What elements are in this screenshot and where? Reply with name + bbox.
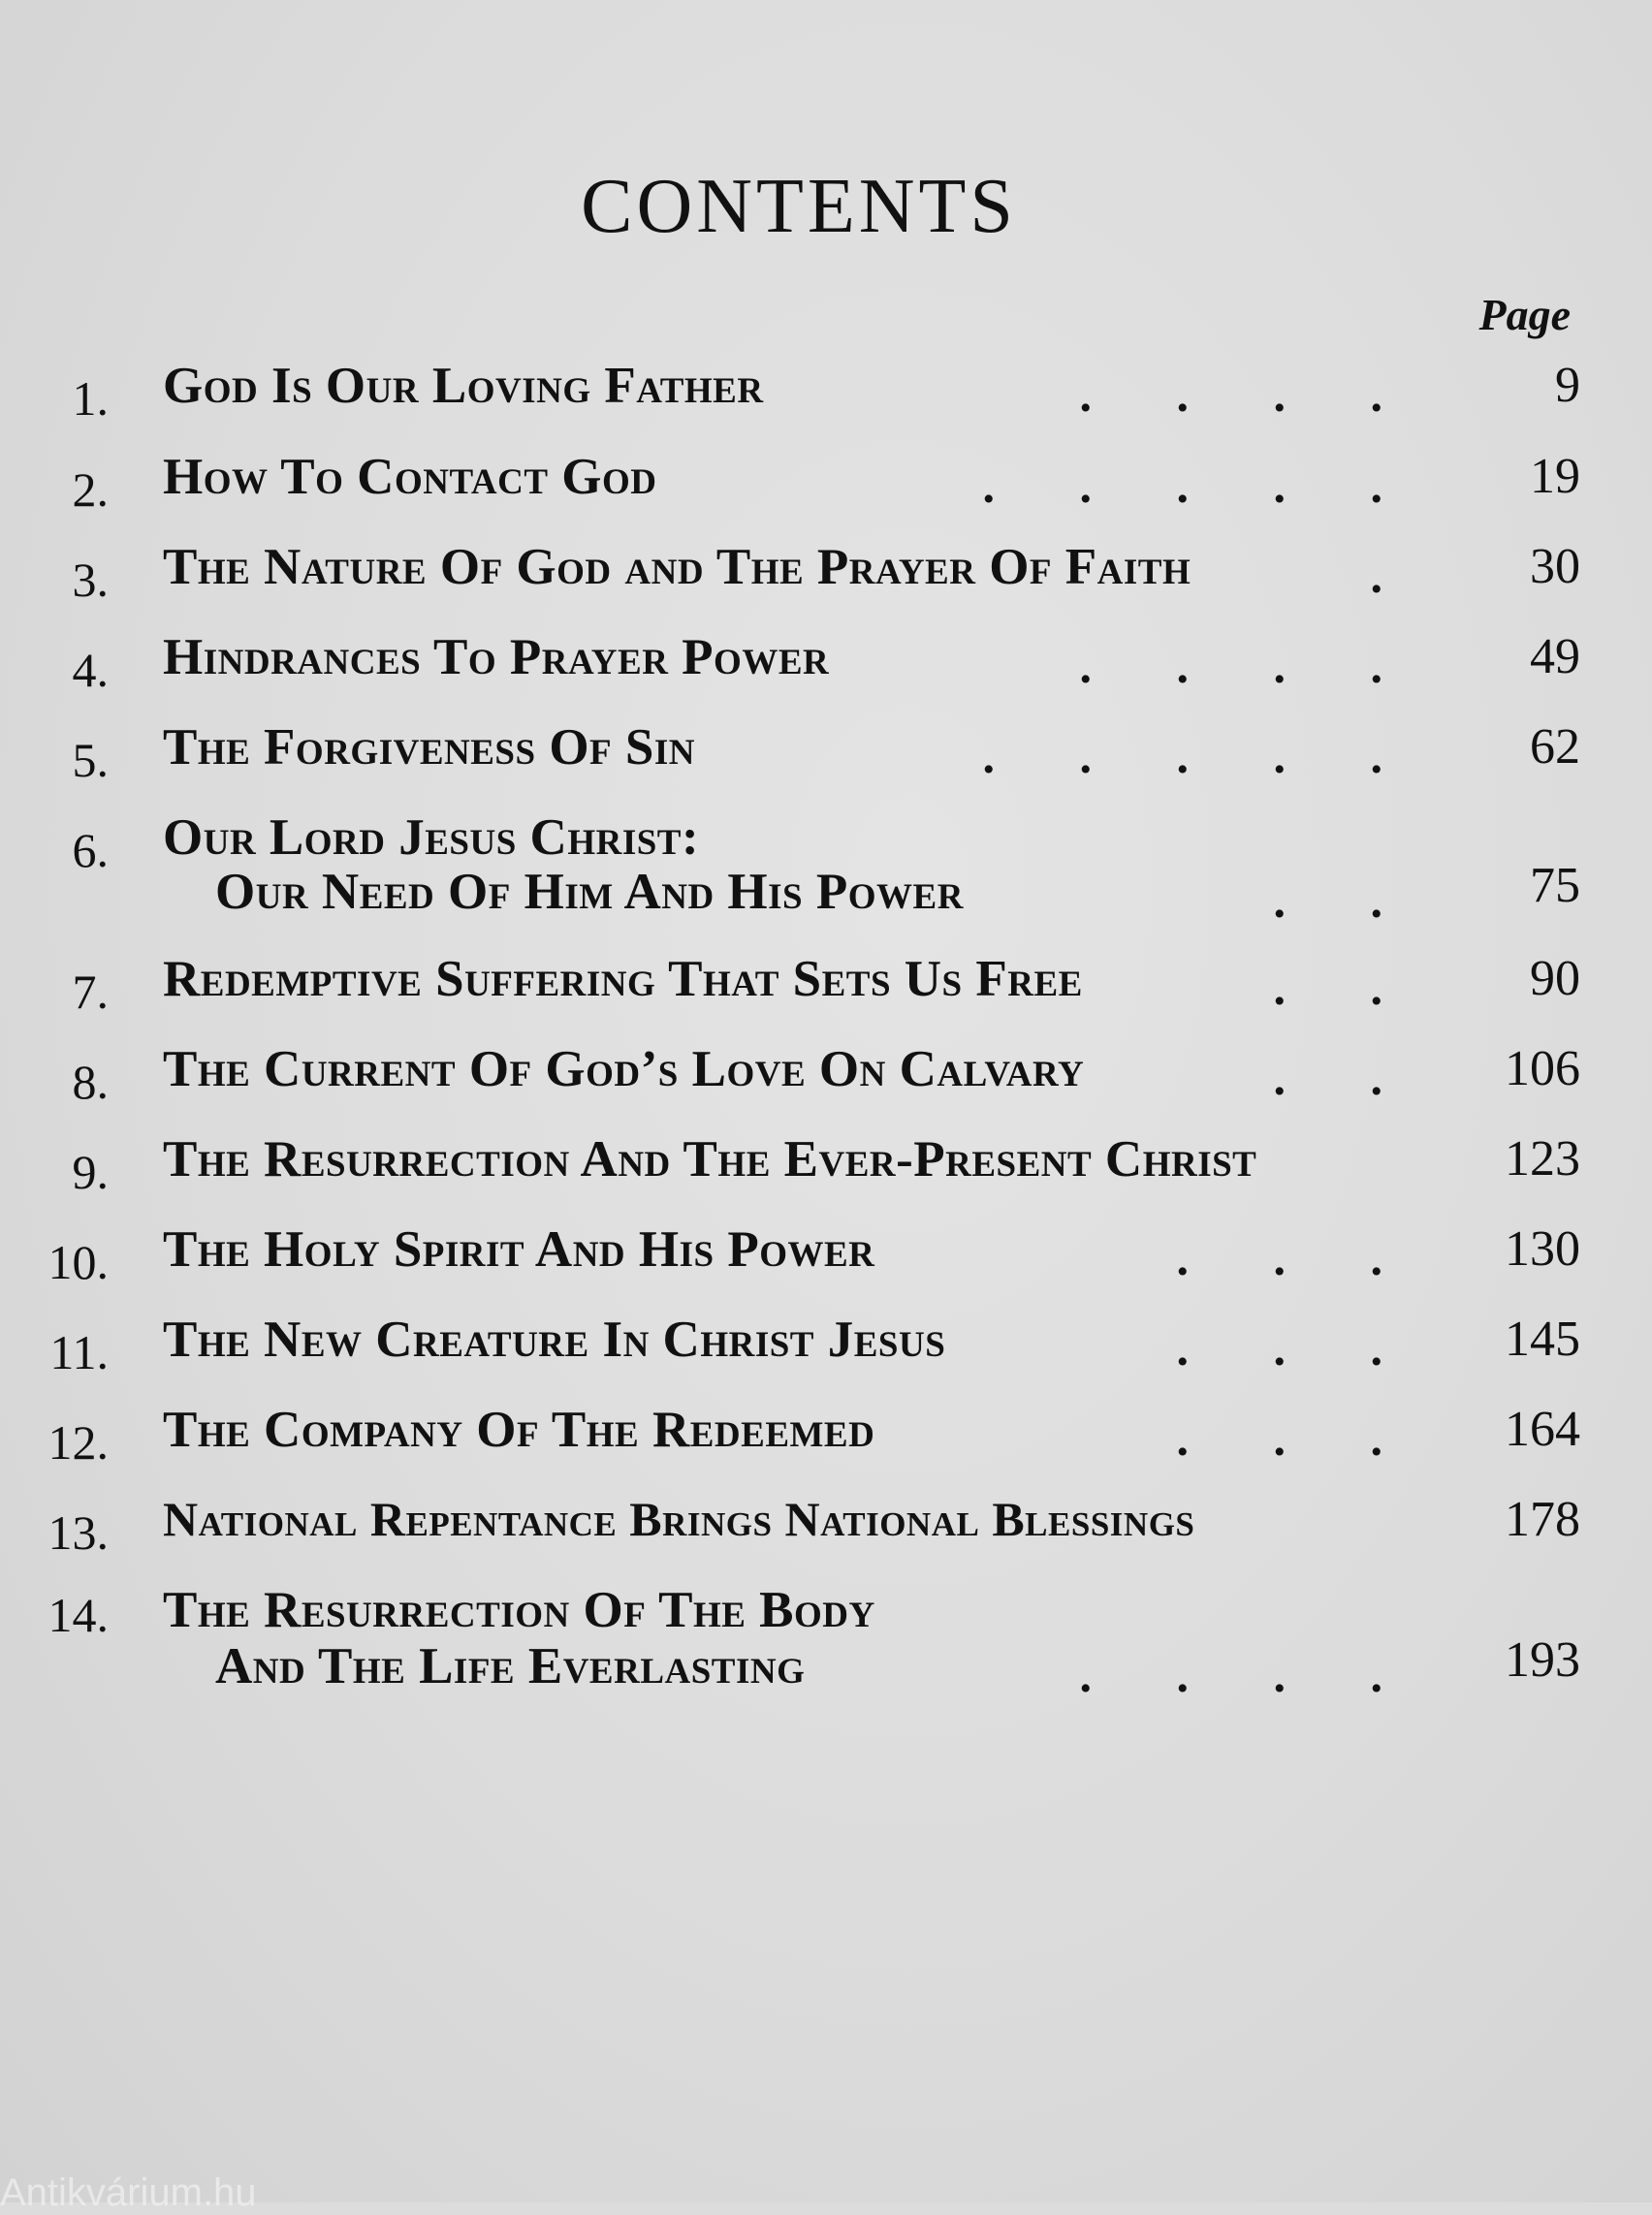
entry-number: 12. xyxy=(48,1415,109,1470)
entry-page-number: 9 xyxy=(1555,358,1580,413)
entry-title-continued: Our Need Of Him And His Power xyxy=(215,864,964,920)
dot-leader: . . xyxy=(1273,873,1382,928)
watermark: Antikvárium.hu xyxy=(0,2171,257,2214)
entry-page-number: 178 xyxy=(1505,1492,1580,1547)
entry-title: The Nature Of God and The Prayer Of Faith xyxy=(163,539,1191,595)
entry-page-number: 19 xyxy=(1530,449,1580,504)
entry-number: 14. xyxy=(48,1588,109,1642)
entry-page-number: 145 xyxy=(1505,1312,1580,1367)
entry-title: God Is Our Loving Father xyxy=(163,358,764,414)
entry-page-number: 106 xyxy=(1505,1041,1580,1096)
entry-number: 13. xyxy=(48,1505,109,1560)
entry-title: The Resurrection Of The Body xyxy=(163,1582,875,1638)
dot-leader: . . . xyxy=(1176,1321,1382,1376)
entry-title: Hindrances To Prayer Power xyxy=(163,629,830,685)
entry-number: 7. xyxy=(72,965,109,1019)
page-title: CONTENTS xyxy=(581,164,1017,249)
dot-leader: . xyxy=(1370,549,1382,603)
page-column-label: Page xyxy=(1478,290,1571,339)
entry-title: Redemptive Suffering That Sets Us Free xyxy=(163,951,1083,1007)
entry-title: The Resurrection And The Ever-Present Christ xyxy=(163,1131,1257,1187)
entry-title: National Repentance Brings National Blessings xyxy=(163,1492,1195,1546)
dot-leader: . . . . xyxy=(1079,367,1382,422)
entry-title: The Holy Spirit And His Power xyxy=(163,1221,875,1278)
entry-page-number: 62 xyxy=(1530,719,1580,775)
entry-title: Our Lord Jesus Christ: xyxy=(163,809,700,866)
dot-leader: . . xyxy=(1273,961,1382,1015)
dot-leader: . . . . xyxy=(1079,1648,1382,1702)
entry-page-number: 193 xyxy=(1505,1632,1580,1688)
entry-number: 6. xyxy=(72,823,109,877)
entry-page-number: 130 xyxy=(1505,1221,1580,1277)
entry-page-number: 164 xyxy=(1505,1402,1580,1457)
dot-leader: . . . xyxy=(1176,1411,1382,1466)
entry-title: How To Contact God xyxy=(163,449,657,505)
entry-number: 8. xyxy=(72,1055,109,1109)
dot-leader: . . . . xyxy=(1079,639,1382,693)
entry-page-number: 90 xyxy=(1530,951,1580,1006)
entry-number: 11. xyxy=(49,1325,109,1379)
entry-title: The Company Of The Redeemed xyxy=(163,1402,875,1458)
entry-page-number: 49 xyxy=(1530,629,1580,684)
dot-leader: . . . . . xyxy=(982,459,1382,513)
entry-number: 4. xyxy=(72,643,109,697)
dot-leader: . . . xyxy=(1176,1231,1382,1285)
entry-number: 2. xyxy=(72,462,109,517)
entry-page-number: 123 xyxy=(1505,1131,1580,1187)
entry-number: 10. xyxy=(48,1235,109,1289)
entry-page-number: 30 xyxy=(1530,539,1580,594)
entry-title: The Current Of God’s Love On Calvary xyxy=(163,1041,1085,1097)
entry-title: The Forgiveness Of Sin xyxy=(163,719,695,775)
dot-leader: . . xyxy=(1273,1051,1382,1105)
entry-number: 3. xyxy=(72,553,109,607)
entry-number: 5. xyxy=(72,733,109,787)
entry-page-number: 75 xyxy=(1530,858,1580,913)
entry-number: 1. xyxy=(72,371,109,426)
entry-title-continued: And The Life Everlasting xyxy=(215,1638,806,1694)
entry-number: 9. xyxy=(72,1145,109,1199)
entry-title: The New Creature In Christ Jesus xyxy=(163,1312,946,1368)
dot-leader: . . . . . xyxy=(982,729,1382,783)
